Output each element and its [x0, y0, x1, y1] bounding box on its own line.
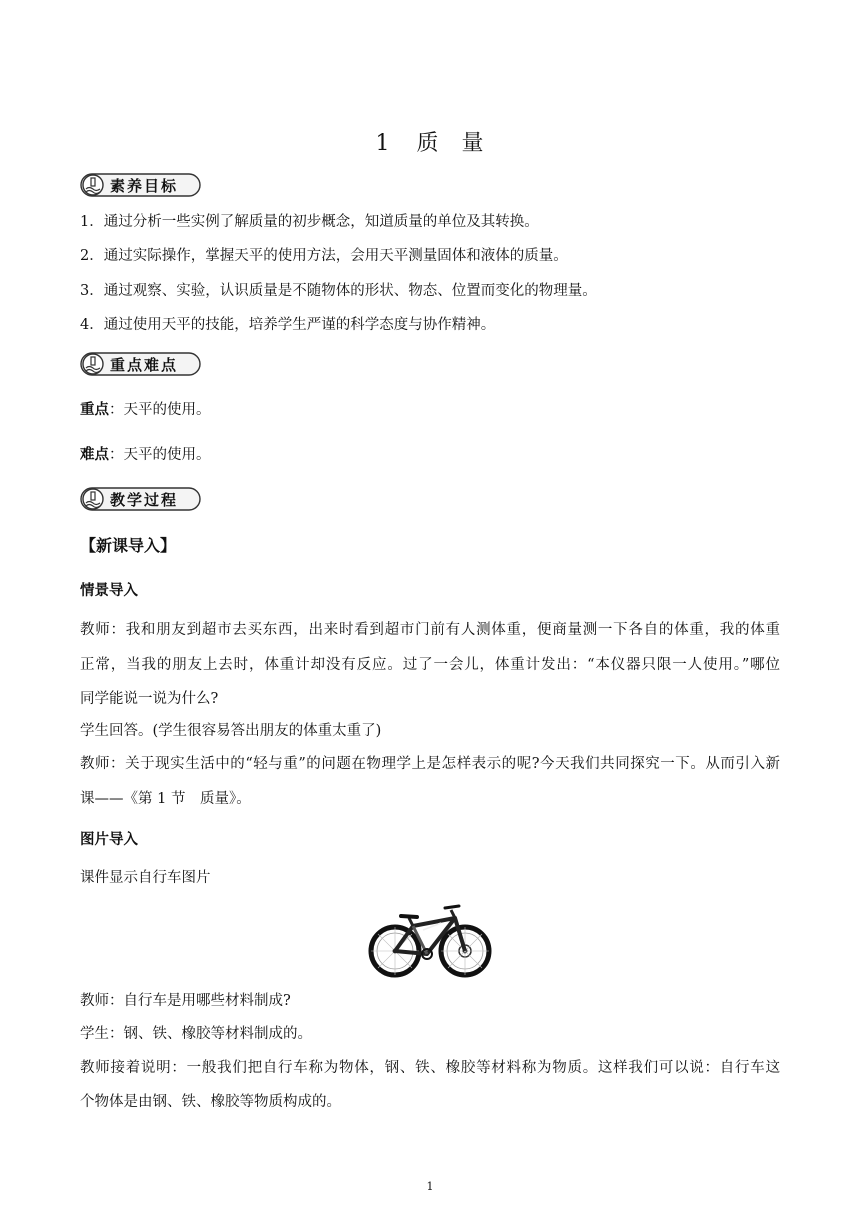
paragraph-line: 教师：自行车是用哪些材料制成? [80, 993, 291, 1009]
subheading-scenario: 情景导入 [80, 583, 138, 599]
section-heading-new-lesson: 【新课导入】 [80, 536, 177, 555]
keypoints-banner-label: 重点难点 [110, 356, 179, 374]
paragraph-line: 教师：关于现实生活中的“轻与重”的问题在物理学上是怎样表示的呢?今天我们共同探究一下。从而引入新 [80, 756, 780, 772]
key-point-label: 重点 [80, 402, 109, 418]
difficulty-line [80, 445, 780, 465]
goal-item-4: 4．通过使用天平的技能，培养学生严谨的科学态度与协作精神。 [80, 317, 496, 333]
goals-banner [80, 172, 202, 198]
key-point-line [80, 400, 780, 420]
bicycle-image [365, 896, 495, 978]
page-title [0, 126, 860, 157]
goal-item-2: 2．通过实际操作，掌握天平的使用方法，会用天平测量固体和液体的质量。 [80, 248, 568, 264]
process-banner [80, 486, 202, 512]
paragraph-line: 教师接着说明：一般我们把自行车称为物体，钢、铁、橡胶等材料称为物质。这样我们可以说：自行车这 [80, 1060, 780, 1076]
title-char-2: 量 [461, 131, 485, 156]
paragraph-line: 课——《第 1 节 质量》。 [80, 791, 251, 807]
paragraph-line: 学生：钢、铁、橡胶等材料制成的。 [80, 1026, 312, 1042]
goal-item-1: 1．通过分析一些实例了解质量的初步概念，知道质量的单位及其转换。 [80, 214, 539, 230]
subheading-picture: 图片导入 [80, 832, 138, 848]
paragraph-line: 教师：我和朋友到超市去买东西，出来时看到超市门前有人测体重，便商量测一下各自的体重，我的体重 [80, 622, 780, 638]
keypoints-banner [80, 351, 202, 377]
page-number: 1 [426, 1180, 434, 1193]
title-char-1: 质 [416, 131, 440, 156]
key-point-text: ：天平的使用。 [109, 402, 211, 418]
paragraph-line: 学生回答。(学生很容易答出朋友的体重太重了) [80, 723, 382, 739]
paragraph-line: 课件显示自行车图片 [80, 870, 211, 886]
process-banner-label: 教学过程 [110, 491, 179, 509]
title-number: 1 [375, 131, 391, 156]
paragraph-line: 同学能说一说为什么? [80, 691, 219, 707]
goal-item-3: 3．通过观察、实验，认识质量是不随物体的形状、物态、位置而变化的物理量。 [80, 283, 597, 299]
difficulty-label: 难点 [80, 447, 109, 463]
difficulty-text: ：天平的使用。 [109, 447, 211, 463]
goals-banner-label: 素养目标 [110, 177, 179, 195]
paragraph-line: 个物体是由钢、铁、橡胶等物质构成的。 [80, 1094, 341, 1110]
paragraph-line: 正常，当我的朋友上去时，体重计却没有反应。过了一会儿，体重计发出：“本仪器只限一人使用。”哪位 [80, 657, 780, 673]
